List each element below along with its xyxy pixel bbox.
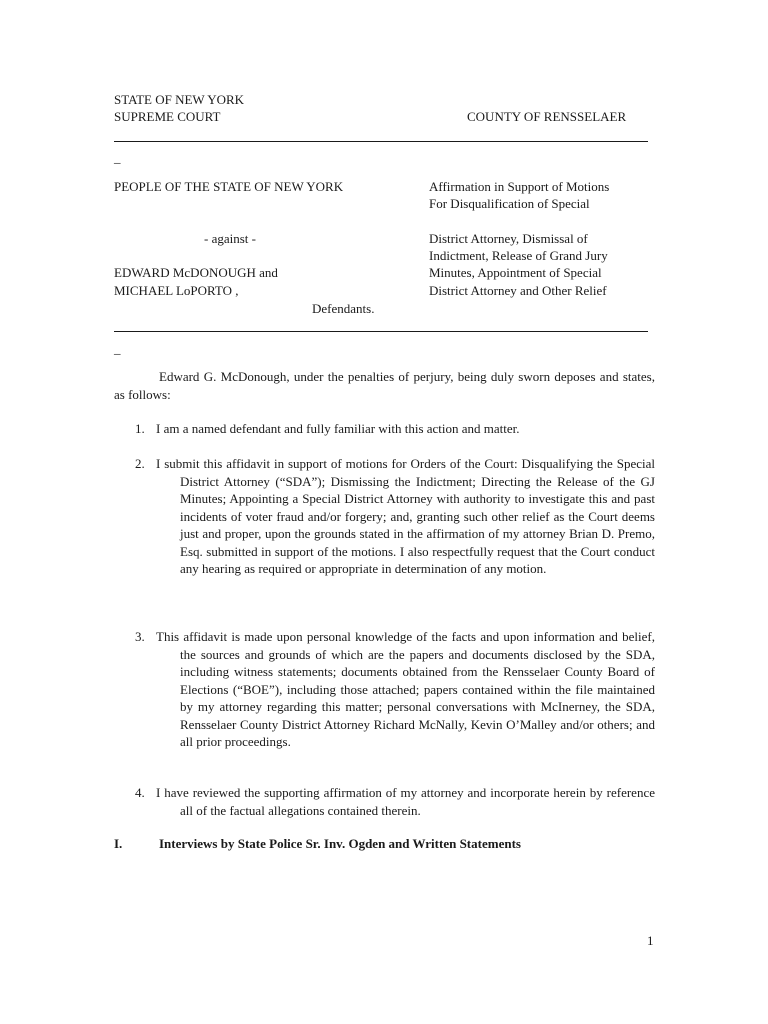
item-text: I have reviewed the supporting affirmation of my attorney and incorporate herein by reference all of the factual allegations contained therein. — [156, 785, 655, 818]
intro-paragraph: Edward G. McDonough, under the penalties of perjury, being duly sworn deposes and states, as follows: — [114, 369, 655, 402]
caption-top-rule — [114, 141, 648, 142]
page-number: 1 — [647, 933, 654, 948]
list-item — [135, 420, 655, 438]
item-number: 1. — [135, 421, 145, 436]
rule-dash: _ — [114, 150, 121, 165]
defendant-1: EDWARD McDONOUGH and — [114, 265, 278, 280]
plaintiff-name: PEOPLE OF THE STATE OF NEW YORK — [114, 179, 344, 194]
document-title-line: Affirmation in Support of Motions — [429, 179, 610, 194]
list-item — [135, 628, 655, 751]
item-number: 4. — [135, 785, 145, 800]
section-title: Interviews by State Police Sr. Inv. Ogden and Written Statements — [159, 836, 521, 851]
county-heading: COUNTY OF RENSSELAER — [467, 109, 627, 124]
court-heading: SUPREME COURT — [114, 109, 221, 124]
document-title-line: District Attorney, Dismissal of — [429, 231, 588, 246]
versus-label: - against - — [204, 231, 256, 246]
document-title-line: District Attorney and Other Relief — [429, 283, 607, 298]
defendants-label: Defendants. — [312, 301, 375, 316]
item-text: I am a named defendant and fully familiar with this action and matter. — [156, 421, 520, 436]
item-text: This affidavit is made upon personal knowledge of the facts and upon information and belief, the sources and grounds of which are the papers and documents disclosed by the SDA, including witness statements; documents obtained from the Rensselaer County Board of Elections (“BOE”), including those attached; papers contained within the file maintained by my attorney regarding this matter; personal conversations with McInerney, the SDA, Rensselaer County District Attorney Richard McNally, Kevin O’Malley and/or others; and all prior proceedings. — [156, 629, 655, 749]
caption-bottom-rule — [114, 331, 648, 332]
section-number: I. — [114, 836, 123, 851]
item-number: 2. — [135, 456, 145, 471]
rule-dash: _ — [114, 341, 121, 356]
item-number: 3. — [135, 629, 145, 644]
document-title-line: Minutes, Appointment of Special — [429, 265, 602, 280]
item-text: I submit this affidavit in support of motions for Orders of the Court: Disqualifying the Special District Attorney (“SDA”); Dismissing the Indictment; Directing the Release of the GJ Minutes; Appointing a Special District Attorney with authority to investigate this and past incidents of voter fraud and/or forgery; and, granting such other relief as the Court deems just and proper, upon the grounds stated in the affirmation of my attorney Brian D. Premo, Esq. submitted in support of the motions. I also respectfully request that the Court conduct any hearing as required or appropriate in determination of any motion. — [156, 456, 655, 576]
state-heading: STATE OF NEW YORK — [114, 92, 245, 107]
list-item — [135, 784, 655, 819]
list-item — [135, 455, 655, 578]
document-title-line: For Disqualification of Special — [429, 196, 590, 211]
document-title-line: Indictment, Release of Grand Jury — [429, 248, 608, 263]
defendant-2: MICHAEL LoPORTO , — [114, 283, 239, 298]
